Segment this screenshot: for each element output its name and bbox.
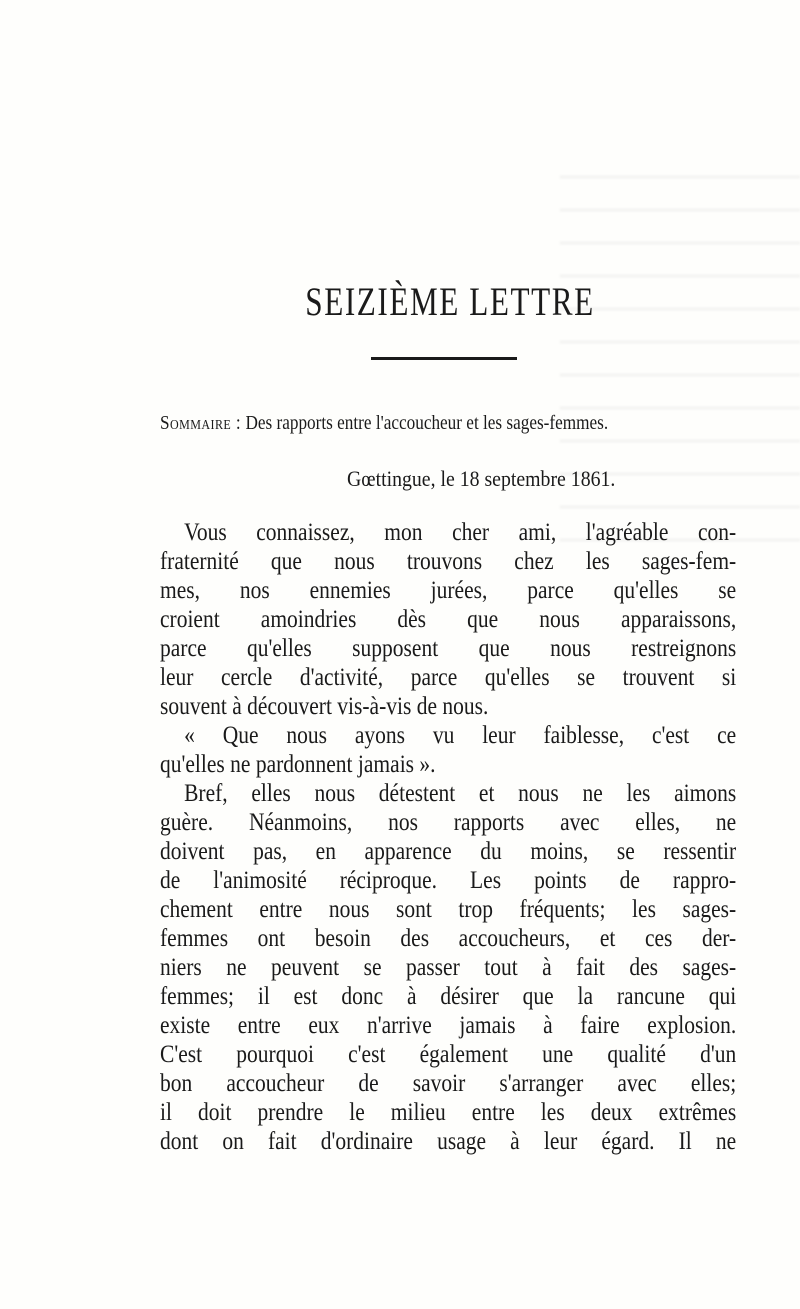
body-line: mes, nos ennemies jurées, parce qu'elles se (160, 577, 737, 604)
body-line: guère. Néanmoins, nos rapports avec elles, ne (160, 809, 737, 836)
body-line: Bref, elles nous détestent et nous ne les aimons (184, 780, 737, 807)
show-through-text (560, 150, 800, 570)
chapter-summary (160, 412, 710, 435)
letter-body (160, 518, 736, 1156)
body-line: Vous connaissez, mon cher ami, l'agréable con- (184, 519, 737, 546)
body-line: de l'animosité réciproque. Les points de rappro- (160, 867, 737, 894)
body-line: existe entre eux n'arrive jamais à faire explosion. (160, 1012, 737, 1039)
chapter-title: SEIZIÈME LETTRE (305, 279, 595, 324)
body-line: niers ne peuvent se passer tout à fait des sages- (160, 954, 737, 981)
body-line: C'est pourquoi c'est également une qualité d'un (160, 1041, 737, 1068)
body-line: bon accoucheur de savoir s'arranger avec elles; (160, 1070, 737, 1097)
body-line: il doit prendre le milieu entre les deux extrêmes (160, 1099, 737, 1126)
body-line: chement entre nous sont trop fréquents; les sages- (160, 896, 737, 923)
body-line: leur cercle d'activité, parce qu'elles se trouvent si (160, 664, 737, 691)
body-line: femmes; il est donc à désirer que la rancune qui (160, 983, 737, 1010)
body-line: qu'elles ne pardonnent jamais ». (160, 751, 436, 778)
body-line: femmes ont besoin des accoucheurs, et ces der- (160, 925, 737, 952)
body-line: parce qu'elles supposent que nous restreignons (160, 635, 737, 662)
body-line: « Que nous ayons vu leur faiblesse, c'est ce (184, 722, 737, 749)
body-line: croient amoindries dès que nous apparaissons, (160, 606, 737, 633)
body-line: doivent pas, en apparence du moins, se ressentir (160, 838, 737, 865)
summary-label: Sommaire : (160, 412, 242, 434)
body-line: souvent à découvert vis-à-vis de nous. (160, 693, 489, 720)
title-rule (371, 357, 517, 360)
letter-dateline: Gœttingue, le 18 septembre 1861. (347, 466, 616, 491)
body-line: dont on fait d'ordinaire usage à leur égard. Il ne (160, 1128, 737, 1155)
summary-text: Des rapports entre l'accoucheur et les sages-femmes. (245, 412, 609, 434)
body-line: fraternité que nous trouvons chez les sages-fem- (160, 548, 737, 575)
